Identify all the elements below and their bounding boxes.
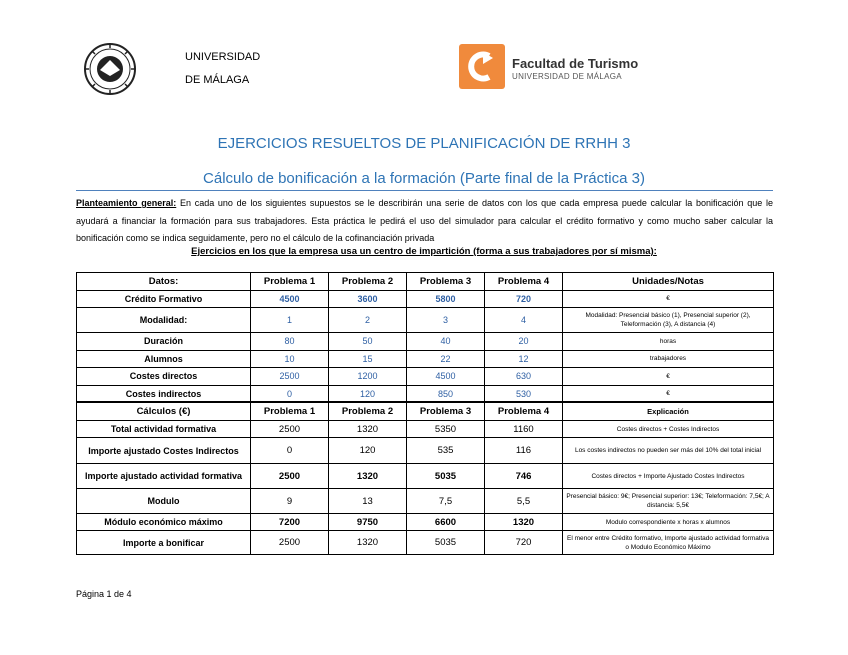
note-cell: € <box>563 290 774 308</box>
note-cell: Modalidad: Presencial básico (1), Presencial superior (2), Teleformación (3), A distancia (4) <box>563 308 774 333</box>
data-cell: 120 <box>329 385 407 403</box>
data-cell: 9 <box>251 489 329 514</box>
row-label: Duración <box>77 333 251 351</box>
table-row <box>77 368 774 386</box>
data-cell: 120 <box>329 438 407 464</box>
university-name-line1: UNIVERSIDAD <box>185 51 261 63</box>
note-cell: El menor entre Crédito formativo, Importe ajustado actividad formativa o Modulo Económico Máximo <box>563 531 774 555</box>
table-row <box>77 514 774 531</box>
data-cell: 9750 <box>329 514 407 531</box>
note-cell: Costes directos + Importe Ajustado Costes Indirectos <box>563 464 774 489</box>
table-row <box>77 308 774 333</box>
data-cell: 15 <box>329 350 407 368</box>
data-cell: 7200 <box>251 514 329 531</box>
note-cell: Presencial básico: 9€; Presencial superior: 13€; Teleformación: 7,5€; A distancia: 5,5€ <box>563 489 774 514</box>
data-cell: 1 <box>251 308 329 333</box>
data-cell: 720 <box>485 531 563 555</box>
note-cell: Los costes indirectos no pueden ser más del 10% del total inicial <box>563 438 774 464</box>
data-cell: 720 <box>485 290 563 308</box>
data-cell: 10 <box>251 350 329 368</box>
data-cell: 20 <box>485 333 563 351</box>
row-label: Importe ajustado actividad formativa <box>77 464 251 489</box>
faculty-logo-icon <box>459 44 505 89</box>
data-cell: 1160 <box>485 421 563 438</box>
data-cell: 116 <box>485 438 563 464</box>
note-cell: € <box>563 385 774 403</box>
datos-header-cell: Problema 3 <box>407 273 485 291</box>
row-label: Alumnos <box>77 350 251 368</box>
data-cell: 1320 <box>329 421 407 438</box>
faculty-subtitle: UNIVERSIDAD DE MÁLAGA <box>512 72 622 81</box>
datos-header-cell: Problema 1 <box>251 273 329 291</box>
data-cell: 1200 <box>329 368 407 386</box>
datos-header-cell: Problema 2 <box>329 273 407 291</box>
row-label: Importe a bonificar <box>77 531 251 555</box>
data-cell: 3 <box>407 308 485 333</box>
calculos-header-cell: Problema 4 <box>485 402 563 421</box>
table-row <box>77 290 774 308</box>
table-row <box>77 385 774 403</box>
data-cell: 4500 <box>407 368 485 386</box>
row-label: Modalidad: <box>77 308 251 333</box>
data-cell: 50 <box>329 333 407 351</box>
data-cell: 630 <box>485 368 563 386</box>
data-cell: 2500 <box>251 368 329 386</box>
data-cell: 6600 <box>407 514 485 531</box>
data-cell: 535 <box>407 438 485 464</box>
note-cell: trabajadores <box>563 350 774 368</box>
note-cell: Costes directos + Costes Indirectos <box>563 421 774 438</box>
calculos-header-row <box>77 402 774 421</box>
university-name-line2: DE MÁLAGA <box>185 74 250 86</box>
data-cell: 4500 <box>251 290 329 308</box>
data-cell: 746 <box>485 464 563 489</box>
data-cell: 1320 <box>329 464 407 489</box>
document-title: EJERCICIOS RESUELTOS DE PLANIFICACIÓN DE RRHH 3 <box>217 135 631 152</box>
row-label: Crédito Formativo <box>77 290 251 308</box>
data-cell: 13 <box>329 489 407 514</box>
data-cell: 5800 <box>407 290 485 308</box>
data-cell: 4 <box>485 308 563 333</box>
calculos-header-cell: Cálculos (€) <box>77 402 251 421</box>
datos-header-cell: Datos: <box>77 273 251 291</box>
note-cell: Modulo correspondiente x horas x alumnos <box>563 514 774 531</box>
row-label: Importe ajustado Costes Indirectos <box>77 438 251 464</box>
document-subtitle: Cálculo de bonificación a la formación (Parte final de la Práctica 3) <box>203 170 645 187</box>
section-heading: Ejercicios en los que la empresa usa un centro de impartición (forma a sus trabajadores por sí misma): <box>191 246 657 257</box>
data-cell: 0 <box>251 385 329 403</box>
data-cell: 2500 <box>251 531 329 555</box>
note-cell: horas <box>563 333 774 351</box>
data-cell: 5035 <box>407 531 485 555</box>
calculos-table <box>76 401 774 555</box>
datos-table <box>76 272 774 403</box>
datos-header-row <box>77 273 774 291</box>
page-number: Página 1 de 4 <box>76 589 132 599</box>
row-label: Total actividad formativa <box>77 421 251 438</box>
datos-header-cell: Problema 4 <box>485 273 563 291</box>
data-cell: 2500 <box>251 421 329 438</box>
row-label: Módulo económico máximo <box>77 514 251 531</box>
calculos-header-cell: Explicación <box>563 402 774 421</box>
table-row <box>77 421 774 438</box>
intro-lead: Planteamiento general: <box>76 198 177 208</box>
data-cell: 2 <box>329 308 407 333</box>
intro-text: En cada uno de los siguientes supuestos se le describirán una serie de datos con los que cada empresa puede calcular la bonificación que le ayudará a financiar la formación para sus trabajadores. Esta práctica le pedirá el uso del simulador para calcular el crédito formativo y como mucho saber calcular la bonificación como se indica seguidamente, pero no el cálculo de la cofinanciación privada <box>76 198 773 243</box>
table-row <box>77 489 774 514</box>
data-cell: 850 <box>407 385 485 403</box>
data-cell: 5035 <box>407 464 485 489</box>
data-cell: 0 <box>251 438 329 464</box>
data-cell: 7,5 <box>407 489 485 514</box>
row-label: Costes indirectos <box>77 385 251 403</box>
table-row <box>77 464 774 489</box>
university-seal-logo <box>82 42 138 96</box>
data-cell: 80 <box>251 333 329 351</box>
calculos-header-cell: Problema 1 <box>251 402 329 421</box>
data-cell: 5350 <box>407 421 485 438</box>
data-cell: 1320 <box>485 514 563 531</box>
row-label: Modulo <box>77 489 251 514</box>
calculos-header-cell: Problema 3 <box>407 402 485 421</box>
data-cell: 1320 <box>329 531 407 555</box>
data-cell: 5,5 <box>485 489 563 514</box>
table-row <box>77 333 774 351</box>
calculos-header-cell: Problema 2 <box>329 402 407 421</box>
data-cell: 3600 <box>329 290 407 308</box>
data-cell: 40 <box>407 333 485 351</box>
table-row <box>77 438 774 464</box>
note-cell: € <box>563 368 774 386</box>
table-row <box>77 531 774 555</box>
datos-header-cell: Unidades/Notas <box>563 273 774 291</box>
table-row <box>77 350 774 368</box>
row-label: Costes directos <box>77 368 251 386</box>
data-cell: 530 <box>485 385 563 403</box>
data-cell: 22 <box>407 350 485 368</box>
intro-paragraph <box>76 195 773 248</box>
title-divider <box>76 190 773 191</box>
data-cell: 12 <box>485 350 563 368</box>
faculty-title: Facultad de Turismo <box>512 56 639 71</box>
data-cell: 2500 <box>251 464 329 489</box>
